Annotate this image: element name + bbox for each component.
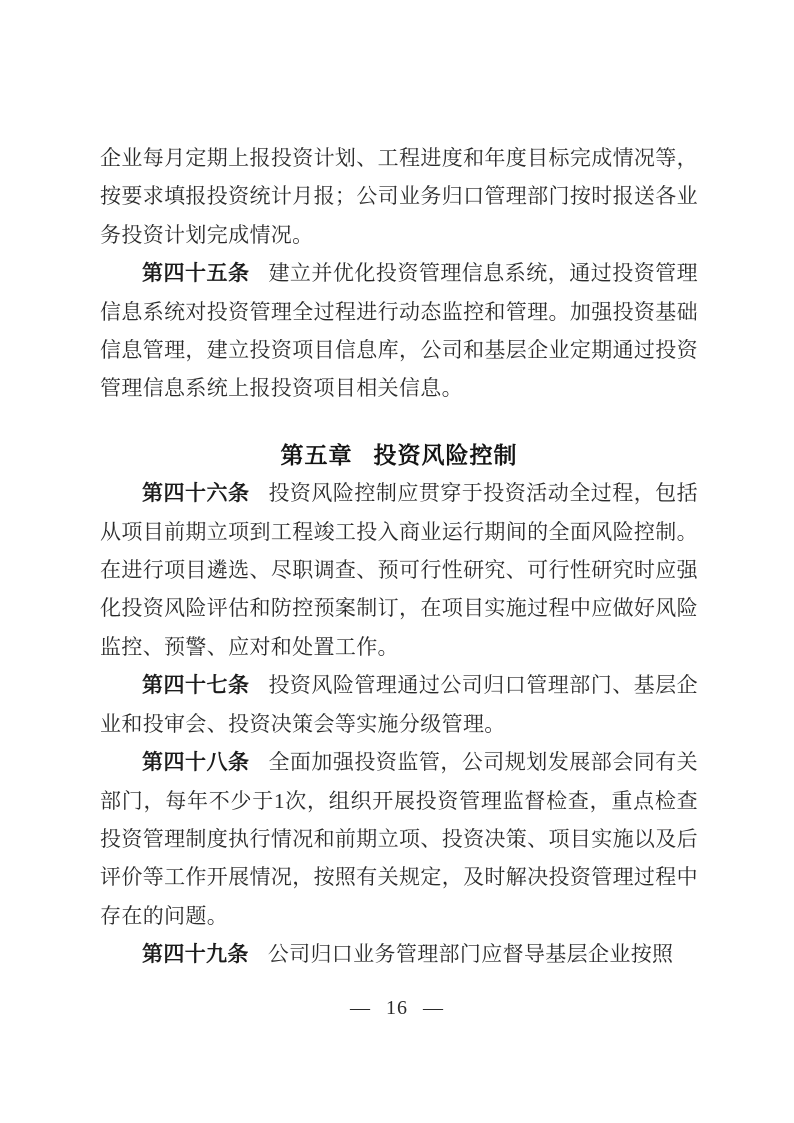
article-47-label: 第四十七条 — [142, 673, 250, 698]
article-48-text: 全面加强投资监管，公司规划发展部会同有关部门，每年不少于1次，组织开展投资管理监督检查，重点检查投资管理制度执行情况和前期立项、投资决策、项目实施以及后评价等工作开展情况，按照有关规定，及时解决投资管理过程中存在的问题。 — [100, 750, 699, 928]
paragraph-article-49 — [100, 935, 698, 973]
paragraph-article-47 — [100, 666, 698, 743]
article-48-label: 第四十八条 — [142, 750, 250, 775]
document-content — [100, 139, 698, 974]
article-45-text: 建立并优化投资管理信息系统，通过投资管理信息系统对投资管理全过程进行动态监控和管理。加强投资基础信息管理，建立投资项目信息库，公司和基层企业定期通过投资管理信息系统上报投资项目相关信息。 — [100, 261, 699, 401]
paragraph-article-48 — [100, 743, 698, 935]
paragraph-article-46 — [100, 474, 698, 666]
article-46-text: 投资风险控制应贯穿于投资活动全过程，包括从项目前期立项到工程竣工投入商业运行期间的全面风险控制。在进行项目遴选、尽职调查、预可行性研究、可行性研究时应强化投资风险评估和防控预案制订，在项目实施过程中应做好风险监控、预警、应对和处置工作。 — [100, 481, 699, 659]
article-49-text: 公司归口业务管理部门应督导基层企业按照 — [267, 942, 674, 967]
paragraph-article-45 — [100, 254, 698, 408]
article-46-label: 第四十六条 — [142, 481, 250, 506]
page-number: — 16 — — [350, 997, 444, 1019]
paragraph-continuation — [100, 139, 698, 254]
chapter-5-heading — [100, 436, 698, 474]
article-49-label: 第四十九条 — [142, 942, 249, 967]
article-47-text: 投资风险管理通过公司归口管理部门、基层企业和投审会、投资决策会等实施分级管理。 — [100, 673, 699, 736]
article-45-label: 第四十五条 — [142, 261, 250, 286]
chapter-number: 第五章 — [280, 441, 353, 468]
paragraph-text: 企业每月定期上报投资计划、工程进度和年度目标完成情况等，按要求填报投资统计月报；公司业务归口管理部门按时报送各业务投资计划完成情况。 — [100, 146, 698, 247]
chapter-title: 投资风险控制 — [373, 441, 518, 468]
